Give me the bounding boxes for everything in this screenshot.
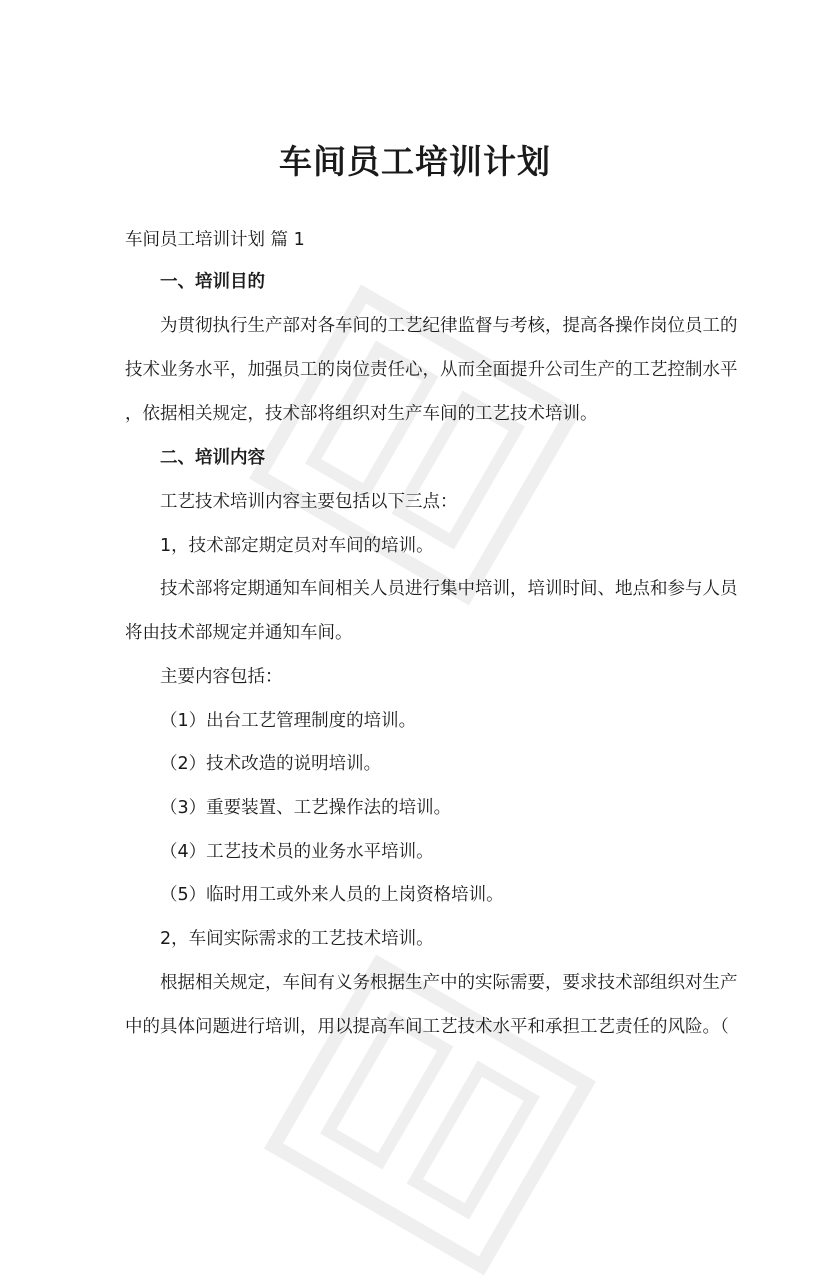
list-item: （1）出台工艺管理制度的培训。 <box>160 711 417 731</box>
list-item: 2，车间实际需求的工艺技术培训。 <box>160 929 434 949</box>
section-heading: 一、培训目的 <box>160 272 265 292</box>
list-item: （5）临时用工或外来人员的上岗资格培训。 <box>160 885 504 905</box>
section-heading: 二、培训内容 <box>160 448 265 468</box>
paragraph-line: ，依据相关规定，技术部将组织对生产车间的工艺技术培训。 <box>125 404 598 424</box>
list-item: （4）工艺技术员的业务水平培训。 <box>160 842 434 862</box>
paragraph-line: 将由技术部规定并通知车间。 <box>125 623 353 643</box>
paragraph-line: 为贯彻执行生产部对各车间的工艺纪律监督与考核，提高各操作岗位员工的 <box>160 316 738 336</box>
list-item: 1，技术部定期定员对车间的培训。 <box>160 536 434 556</box>
paragraph-line: 主要内容包括： <box>160 667 283 687</box>
document-title: 车间员工培训计划 <box>279 142 551 181</box>
document-subtitle: 车间员工培训计划 篇 1 <box>125 230 305 250</box>
paragraph-line: 中的具体问题进行培训，用以提高车间工艺技术水平和承担工艺责任的风险。（ <box>125 1017 729 1037</box>
list-item: （3）重要装置、工艺操作法的培训。 <box>160 798 452 818</box>
paragraph-line: 技术业务水平，加强员工的岗位责任心，从而全面提升公司生产的工艺控制水平 <box>125 360 738 380</box>
paragraph-line: 根据相关规定，车间有义务根据生产中的实际需要，要求技术部组织对生产 <box>160 973 738 993</box>
paragraph-line: 工艺技术培训内容主要包括以下三点： <box>160 492 458 512</box>
watermark-icon <box>260 950 600 1279</box>
list-item: （2）技术改造的说明培训。 <box>160 754 382 774</box>
paragraph-line: 技术部将定期通知车间相关人员进行集中培训，培训时间、地点和参与人员 <box>160 579 738 599</box>
